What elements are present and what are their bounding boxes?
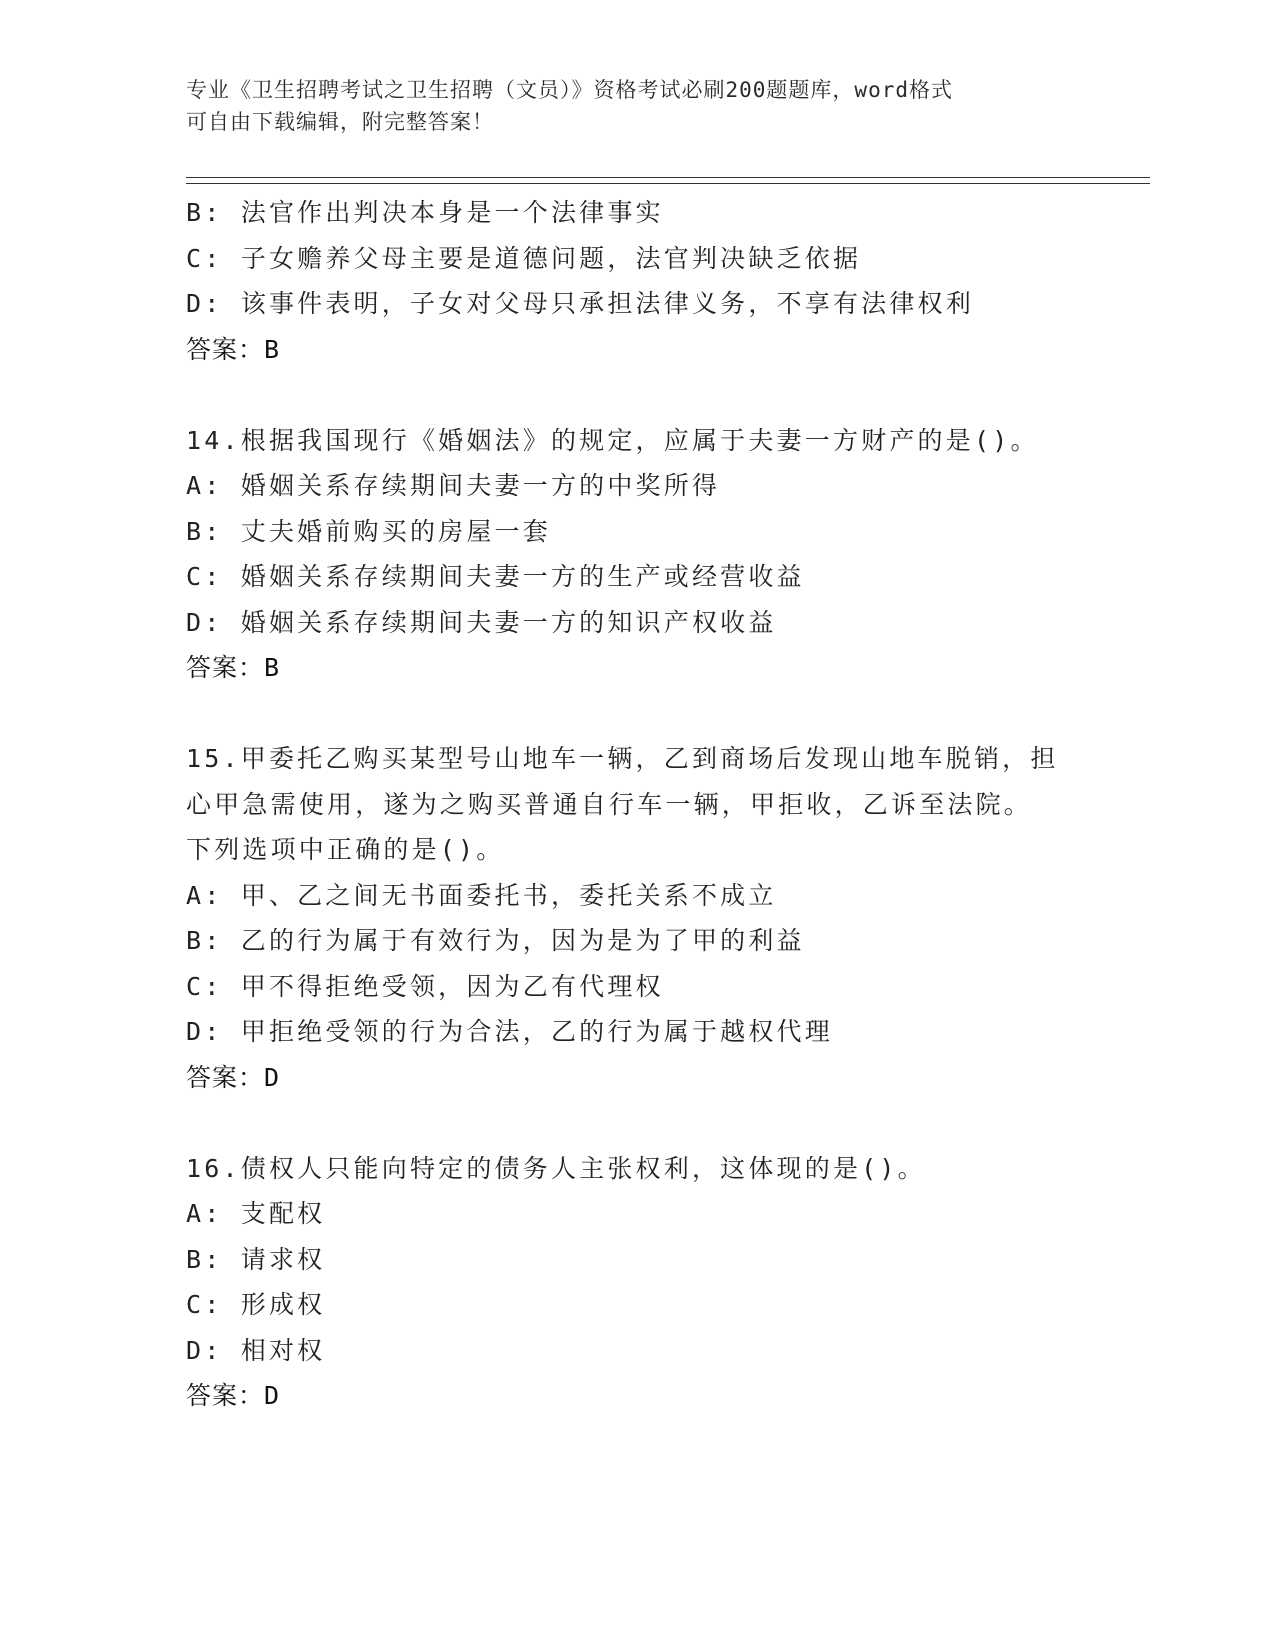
option-b: B: 请求权 <box>186 1244 326 1274</box>
header-title-line-2: 可自由下载编辑，附完整答案！ <box>186 110 494 134</box>
option-d: D: 相对权 <box>186 1335 326 1365</box>
header-title-line-1: 专业《卫生招聘考试之卫生招聘（文员）》资格考试必刷200题题库，word格式 <box>186 78 953 102</box>
header-divider-bottom <box>186 183 1150 184</box>
spacer <box>186 1100 1086 1146</box>
option-b: B: 乙的行为属于有效行为，因为是为了甲的利益 <box>186 926 805 955</box>
spacer <box>186 691 1086 737</box>
question-stem: 下列选项中正确的是()。 <box>186 835 505 864</box>
option-c: C: 子女赡养父母主要是道德问题，法官判决缺乏依据 <box>186 243 862 273</box>
question-stem: 16.债权人只能向特定的债务人主张权利，这体现的是()。 <box>186 1153 926 1183</box>
option-c: C: 甲不得拒绝受领，因为乙有代理权 <box>186 971 664 1001</box>
option-a: A: 支配权 <box>186 1199 326 1228</box>
option-d: D: 该事件表明，子女对父母只承担法律义务，不享有法律权利 <box>186 289 974 318</box>
question-stem: 14.根据我国现行《婚姻法》的规定，应属于夫妻一方财产的是()。 <box>186 425 1039 455</box>
option-d: D: 甲拒绝受领的行为合法，乙的行为属于越权代理 <box>186 1017 833 1046</box>
answer-line: 答案：B <box>186 653 281 682</box>
question-16 <box>186 1146 1086 1419</box>
spacer <box>186 372 1086 418</box>
option-c: C: 形成权 <box>186 1290 326 1319</box>
document-header <box>186 74 1086 138</box>
question-stem: 心甲急需使用，遂为之购买普通自行车一辆，甲拒收，乙诉至法院。 <box>186 789 1033 819</box>
option-c: C: 婚姻关系存续期间夫妻一方的生产或经营收益 <box>186 562 805 591</box>
document-body <box>186 190 1086 1419</box>
question-13-continued <box>186 190 1086 372</box>
answer-line: 答案：B <box>186 334 281 364</box>
option-d: D: 婚姻关系存续期间夫妻一方的知识产权收益 <box>186 607 777 637</box>
question-15 <box>186 736 1086 1100</box>
question-stem: 15.甲委托乙购买某型号山地车一辆，乙到商场后发现山地车脱销，担 <box>186 744 1059 773</box>
header-divider-top <box>186 177 1150 178</box>
question-14 <box>186 418 1086 691</box>
option-b: B: 法官作出判决本身是一个法律事实 <box>186 198 664 227</box>
answer-line: 答案：D <box>186 1062 281 1092</box>
option-b: B: 丈夫婚前购买的房屋一套 <box>186 516 551 546</box>
answer-line: 答案：D <box>186 1381 281 1410</box>
option-a: A: 甲、乙之间无书面委托书，委托关系不成立 <box>186 880 777 910</box>
option-a: A: 婚姻关系存续期间夫妻一方的中奖所得 <box>186 471 721 500</box>
